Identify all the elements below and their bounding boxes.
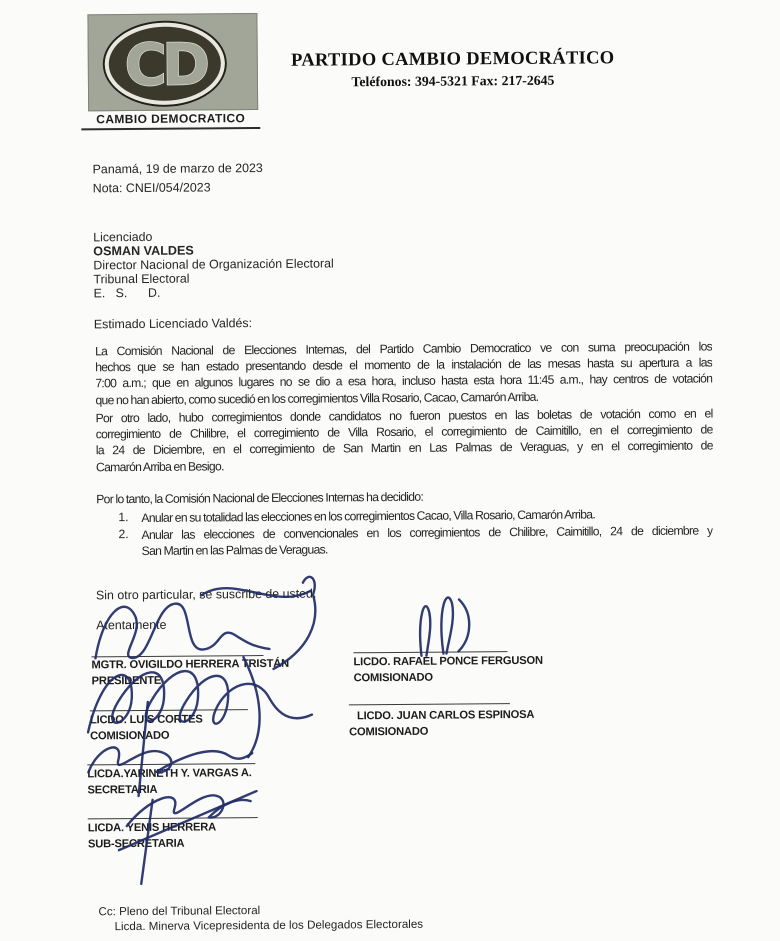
- recipient-org: Tribunal Electoral: [93, 271, 190, 287]
- salutation-line: Atentamente: [96, 617, 167, 633]
- signature-scribble-cortes: [87, 657, 312, 797]
- signature-scribble-strike: [201, 577, 316, 670]
- signatory-name: LICDA. YENIS HERRERA: [87, 821, 217, 835]
- signatory-name: LICDO. JUAN CARLOS ESPINOSA: [356, 708, 535, 723]
- date-block: [93, 159, 263, 197]
- paragraph-line: corregimiento de Chilibre, el corregimiento de Villa Rosario, el corregimiento de Caimitillo, en el corregimiento de: [95, 422, 713, 442]
- signature-scribble-ponce: [420, 597, 470, 655]
- recipient-role: Director Nacional de Organización Electoral: [93, 256, 334, 273]
- list-number: 1.: [118, 510, 129, 525]
- paragraph-line: Camarón Arriba en Besigo.: [95, 458, 224, 474]
- paragraph-line: que no han abierto, como sucedió en los corregimientos Villa Rosario, Cacao, Camarón Arriba.: [95, 389, 539, 407]
- paragraph-line: hechos que se han estado presentando desde el momento de la instalación de las mesas hasta su apertura a las: [95, 355, 713, 375]
- recipient-block: [93, 229, 334, 300]
- signatory-name: LICDO. LUIS CORTES: [89, 713, 203, 727]
- cc-line: Cc: Pleno del Tribunal Electoral: [98, 904, 261, 919]
- signatory-title: PRESIDENTE: [91, 674, 162, 688]
- cc-line: Licda. Minerva Vicepresidenta de los Delegados Electorales: [114, 917, 424, 933]
- signatory-name: MGTR. OVIGILDO HERRERA TRISTÁN: [91, 657, 290, 672]
- signatory-title: COMISIONADO: [353, 671, 433, 685]
- signature-scribble-yenis: [119, 791, 258, 884]
- signatory-title: SUB-SECRETARIA: [87, 837, 185, 851]
- paragraph-1: [95, 338, 712, 408]
- list-item-1: Anular en su totalidad las elecciones en los corregimientos Cacao, Villa Rosario, Camarón Arriba.: [141, 507, 596, 525]
- recipient-honorific: Licenciado: [93, 229, 153, 245]
- list-item-line: Anular las elecciones de convencionales en los corregimientos de Chilibre, Caimitillo, 24 de diciembre y: [141, 523, 713, 542]
- logo-caption: CAMBIO DEMOCRATICO: [81, 111, 260, 130]
- reference-line: Nota: CNEI/054/2023: [92, 179, 211, 195]
- greeting-line: Estimado Licenciado Valdés:: [93, 316, 253, 332]
- signatory-title: SECRETARIA: [87, 783, 158, 797]
- signature-scribble-herrera-tristan: [95, 603, 269, 658]
- paragraph-2: [96, 405, 713, 475]
- contact-line: Teléfonos: 394-5321 Fax: 217-2645: [351, 72, 555, 90]
- party-logo: [87, 13, 258, 111]
- signature-scribble-vargas: [88, 746, 252, 772]
- signatory-title: COMISIONADO: [349, 725, 429, 739]
- date-line: Panamá, 19 de marzo de 2023: [92, 160, 263, 177]
- paragraph-line: Por otro lado, hubo corregimientos donde candidatos no fueron puestos en las boletas de votación como en el: [95, 406, 713, 426]
- party-title: PARTIDO CAMBIO DEMOCRÁTICO: [291, 48, 615, 71]
- signatory-name: LICDA.YARINETH Y. VARGAS A.: [87, 767, 252, 781]
- letterhead: [278, 48, 628, 91]
- signatory-name: LICDO. RAFAEL PONCE FERGUSON: [353, 654, 543, 669]
- paragraph-3: Por lo tanto, la Comisión Nacional de Elecciones Internas ha decidido:: [96, 489, 424, 507]
- svg-text:CD: CD: [124, 30, 206, 100]
- paragraph-line: la 24 de Diciembre, en el corregimiento de San Martin en Las Palmas de Veraguas, y en el corregimiento de: [95, 438, 713, 458]
- list-item-line: San Martin en las Palmas de Veraguas.: [141, 542, 328, 559]
- signature-ink-overlay: [59, 551, 582, 895]
- cc-block: [98, 903, 423, 935]
- paragraph-line: La Comisión Nacional de Elecciones Internas, del Partido Cambio Democratico ve con suma preocupación los: [95, 339, 713, 359]
- list-number: 2.: [118, 527, 129, 542]
- cd-monogram-icon: [88, 14, 257, 110]
- recipient-esd: E. S. D.: [93, 285, 161, 300]
- paragraph-line: 7:00 a.m.; que en algunos lugares no se dio a esa hora, incluso hasta esta hora 11:45 a.m., hay centros de votación: [95, 371, 713, 391]
- recipient-name: OSMAN VALDES: [93, 243, 194, 259]
- signatory-title: COMISIONADO: [90, 729, 170, 743]
- farewell-line: Sin otro particular, se suscribe de usted.: [95, 586, 317, 603]
